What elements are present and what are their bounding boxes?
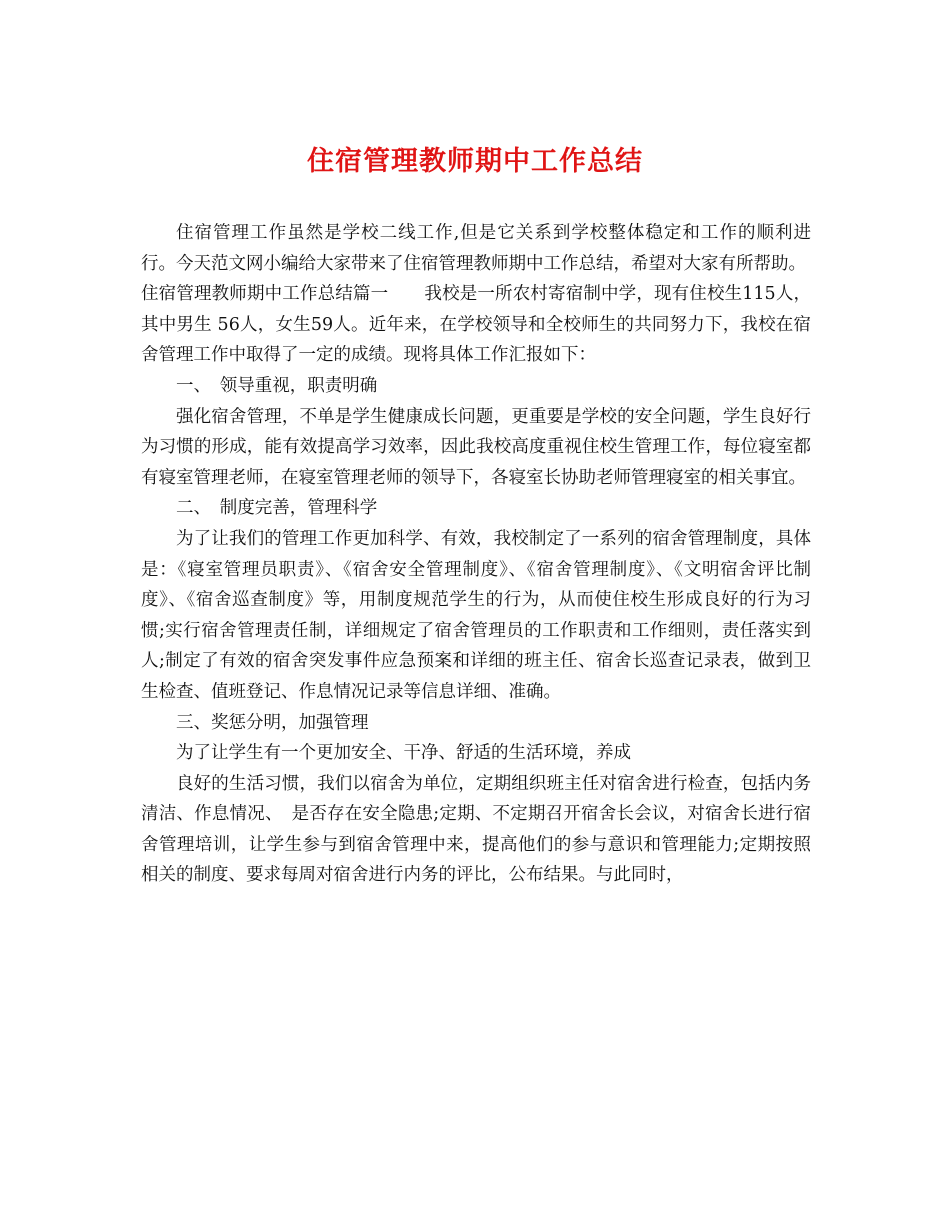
- document-body: [141, 218, 811, 891]
- heading-two: 二、 制度完善，管理科学: [176, 498, 378, 519]
- section-heading: 住宿管理教师期中工作总结篇一: [141, 284, 389, 305]
- heading-three: 三、奖惩分明，加强管理: [176, 712, 369, 733]
- paragraph-one: 强化宿舍管理，不单是学生健康成长问题，更重要是学校的安全问题，学生良好行为习惯的形成，能有效提高学习效率，因此我校高度重视住校生管理工作，每位寝室都有寝室管理老师，在寝室管理老师的领导下，各寝室长协助老师管理寝室的相关事宜。: [141, 406, 811, 488]
- paragraph-two: 为了让我们的管理工作更加科学、有效，我校制定了一系列的宿舍管理制度，具体是：《寝室管理员职责》、《宿舍安全管理制度》、《宿舍管理制度》、《文明宿舍评比制度》、《宿舍巡查制度》等，用制度规范学生的行为，从而使住校生形成良好的行为习惯;实行宿舍管理责任制，详细规定了宿舍管理员的工作职责和工作细则，责任落实到人;制定了有效的宿舍突发事件应急预案和详细的班主任、宿舍长巡查记录表，做到卫生检查、值班登记、作息情况记录等信息详细、准确。: [141, 528, 811, 702]
- document-title: 住宿管理教师期中工作总结: [307, 146, 643, 177]
- paragraph-three-a: 为了让学生有一个更加安全、干净、舒适的生活环境，养成: [176, 743, 631, 764]
- paragraph-three-b: 良好的生活习惯，我们以宿舍为单位，定期组织班主任对宿舍进行检查，包括内务清洁、作息情况、 是否存在安全隐患;定期、不定期召开宿舍长会议，对宿舍长进行宿舍管理培训，让学生参与到宿舍管理中来，提高他们的参与意识和管理能力;定期按照相关的制度、要求每周对宿舍进行内务的评比，公布结果。与此同时，: [141, 773, 811, 886]
- heading-one: 一、 领导重视，职责明确: [176, 375, 378, 396]
- intro-paragraph: 住宿管理工作虽然是学校二线工作,但是它关系到学校整体稳定和工作的顺利进行。今天范文网小编给大家带来了住宿管理教师期中工作总结，希望对大家有所帮助。: [141, 223, 811, 274]
- section-lead: 我校是一所农村寄宿制中学，现有住校生115人，其中男生 56人，女生59人。近年来，在学校领导和全校师生的共同努力下，我校在宿舍管理工作中取得了一定的成绩。现将具体工作汇报如下：: [141, 284, 812, 366]
- section-paragraph: [141, 279, 811, 371]
